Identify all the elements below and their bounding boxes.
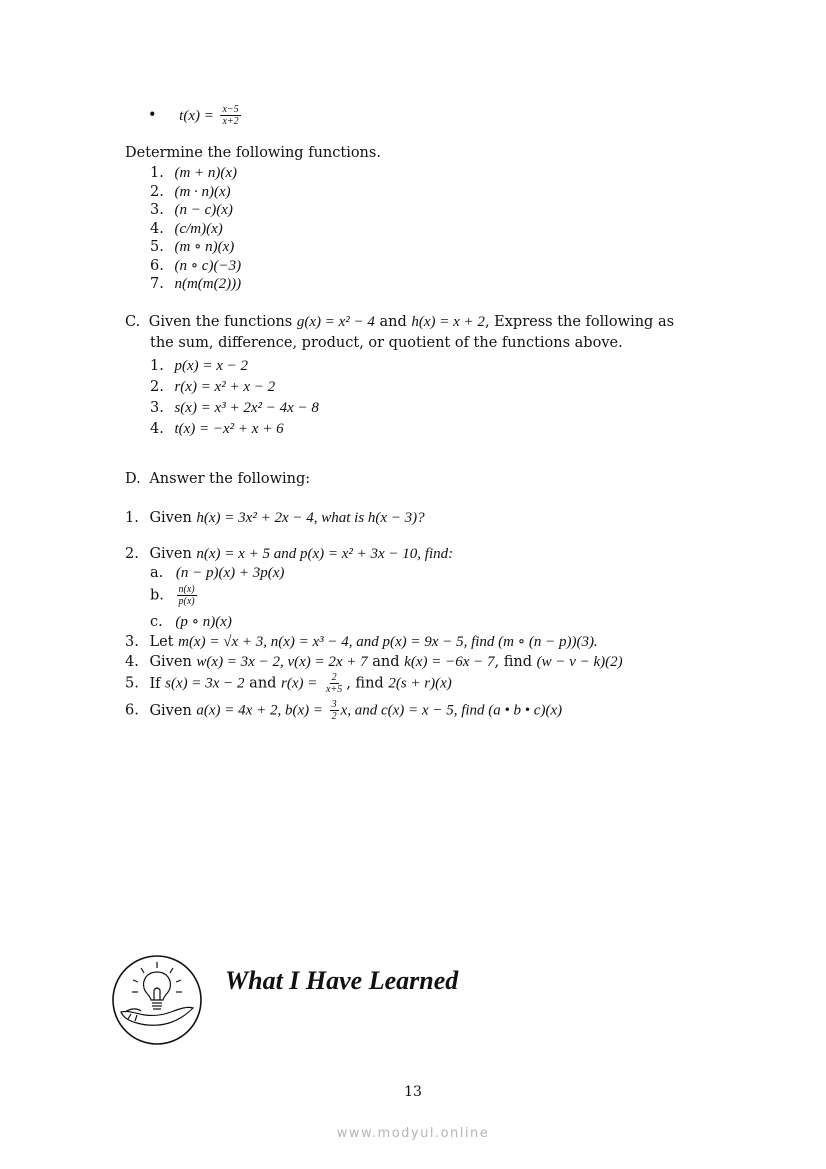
page-number: 13 [404, 1084, 422, 1100]
what-i-have-learned-heading: What I Have Learned [225, 966, 459, 995]
question-1: 1. Given h(x) = 3x² + 2x − 4, what is h(x − 3)? [125, 510, 425, 526]
question-2c: c. (p ∘ n)(x) [150, 614, 232, 630]
top-bullet [148, 104, 243, 127]
list-item: 6. (n ∘ c)(−3) [150, 257, 242, 274]
section-b-intro: Determine the following functions. [125, 145, 381, 161]
footer-watermark: www.modyul.online [336, 1126, 490, 1141]
bullet-dot: • [148, 107, 157, 124]
question-3: 3. Let m(x) = √x + 3, n(x) = x³ − 4, and p(x) = 9x − 5, find (m ∘ (n − p))(3). [125, 634, 598, 650]
list-item: 3. (n − c)(x) [150, 202, 233, 218]
n-over-p-fraction: $\frac{n(x)}{p(x)}$ [178, 584, 195, 607]
list-item: 5. (m ∘ n)(x) [150, 239, 235, 255]
section-b-list [150, 164, 241, 294]
section-c-line1: C. Given the functions g(x) = x² − 4 and h(x) = x + 2, Express the following as [125, 314, 675, 330]
three-halves-fraction: $\frac{3}{2}$ [331, 699, 337, 722]
list-item: 2. (m · n)(x) [150, 183, 231, 200]
question-4: 4. Given w(x) = 3x − 2, v(x) = 2x + 7 and k(x) = −6x − 7, find (w − v − k)(2) [125, 654, 623, 670]
list-item: 3. s(x) = x³ + 2x² − 4x − 8 [150, 400, 319, 416]
section-d-title: D. Answer the following: [125, 471, 311, 487]
lightbulb-hand-icon [111, 954, 203, 1046]
list-item: 4. t(x) = −x² + x + 6 [150, 421, 284, 437]
t-function-fraction: $\frac{x-5}{x+2}$ [222, 104, 239, 127]
list-item: 4. (c/m)(x) [150, 220, 223, 237]
two-over-x-plus-5-fraction: $\frac{2}{x+5}$ [326, 672, 343, 695]
question-2: 2. Given n(x) = x + 5 and p(x) = x² + 3x − 10, find: [125, 546, 454, 562]
list-item: 2. r(x) = x² + x − 2 [150, 379, 276, 395]
section-c-list [150, 356, 319, 440]
question-6: 6. Given a(x) = 4x + 2, b(x) = $\frac{3}{2}$ x, and c(x) = x − 5, find (a • b • c)(x) [125, 699, 563, 722]
list-item: 1. (m + n)(x) [150, 165, 238, 181]
section-c-line2: the sum, difference, product, or quotient of the functions above. [150, 335, 623, 351]
question-2b: b. $\frac{n(x)}{p(x)}$ [150, 584, 195, 607]
t-function-lhs: t(x) = [179, 107, 214, 124]
question-5: 5. If s(x) = 3x − 2 and r(x) = $\frac{2}{x+5}$ , find 2(s + r)(x) [125, 672, 452, 695]
question-2a: a. (n − p)(x) + 3p(x) [150, 565, 285, 581]
list-item: 7. n(m(m(2))) [150, 276, 242, 292]
list-item: 1. p(x) = x − 2 [150, 358, 249, 374]
